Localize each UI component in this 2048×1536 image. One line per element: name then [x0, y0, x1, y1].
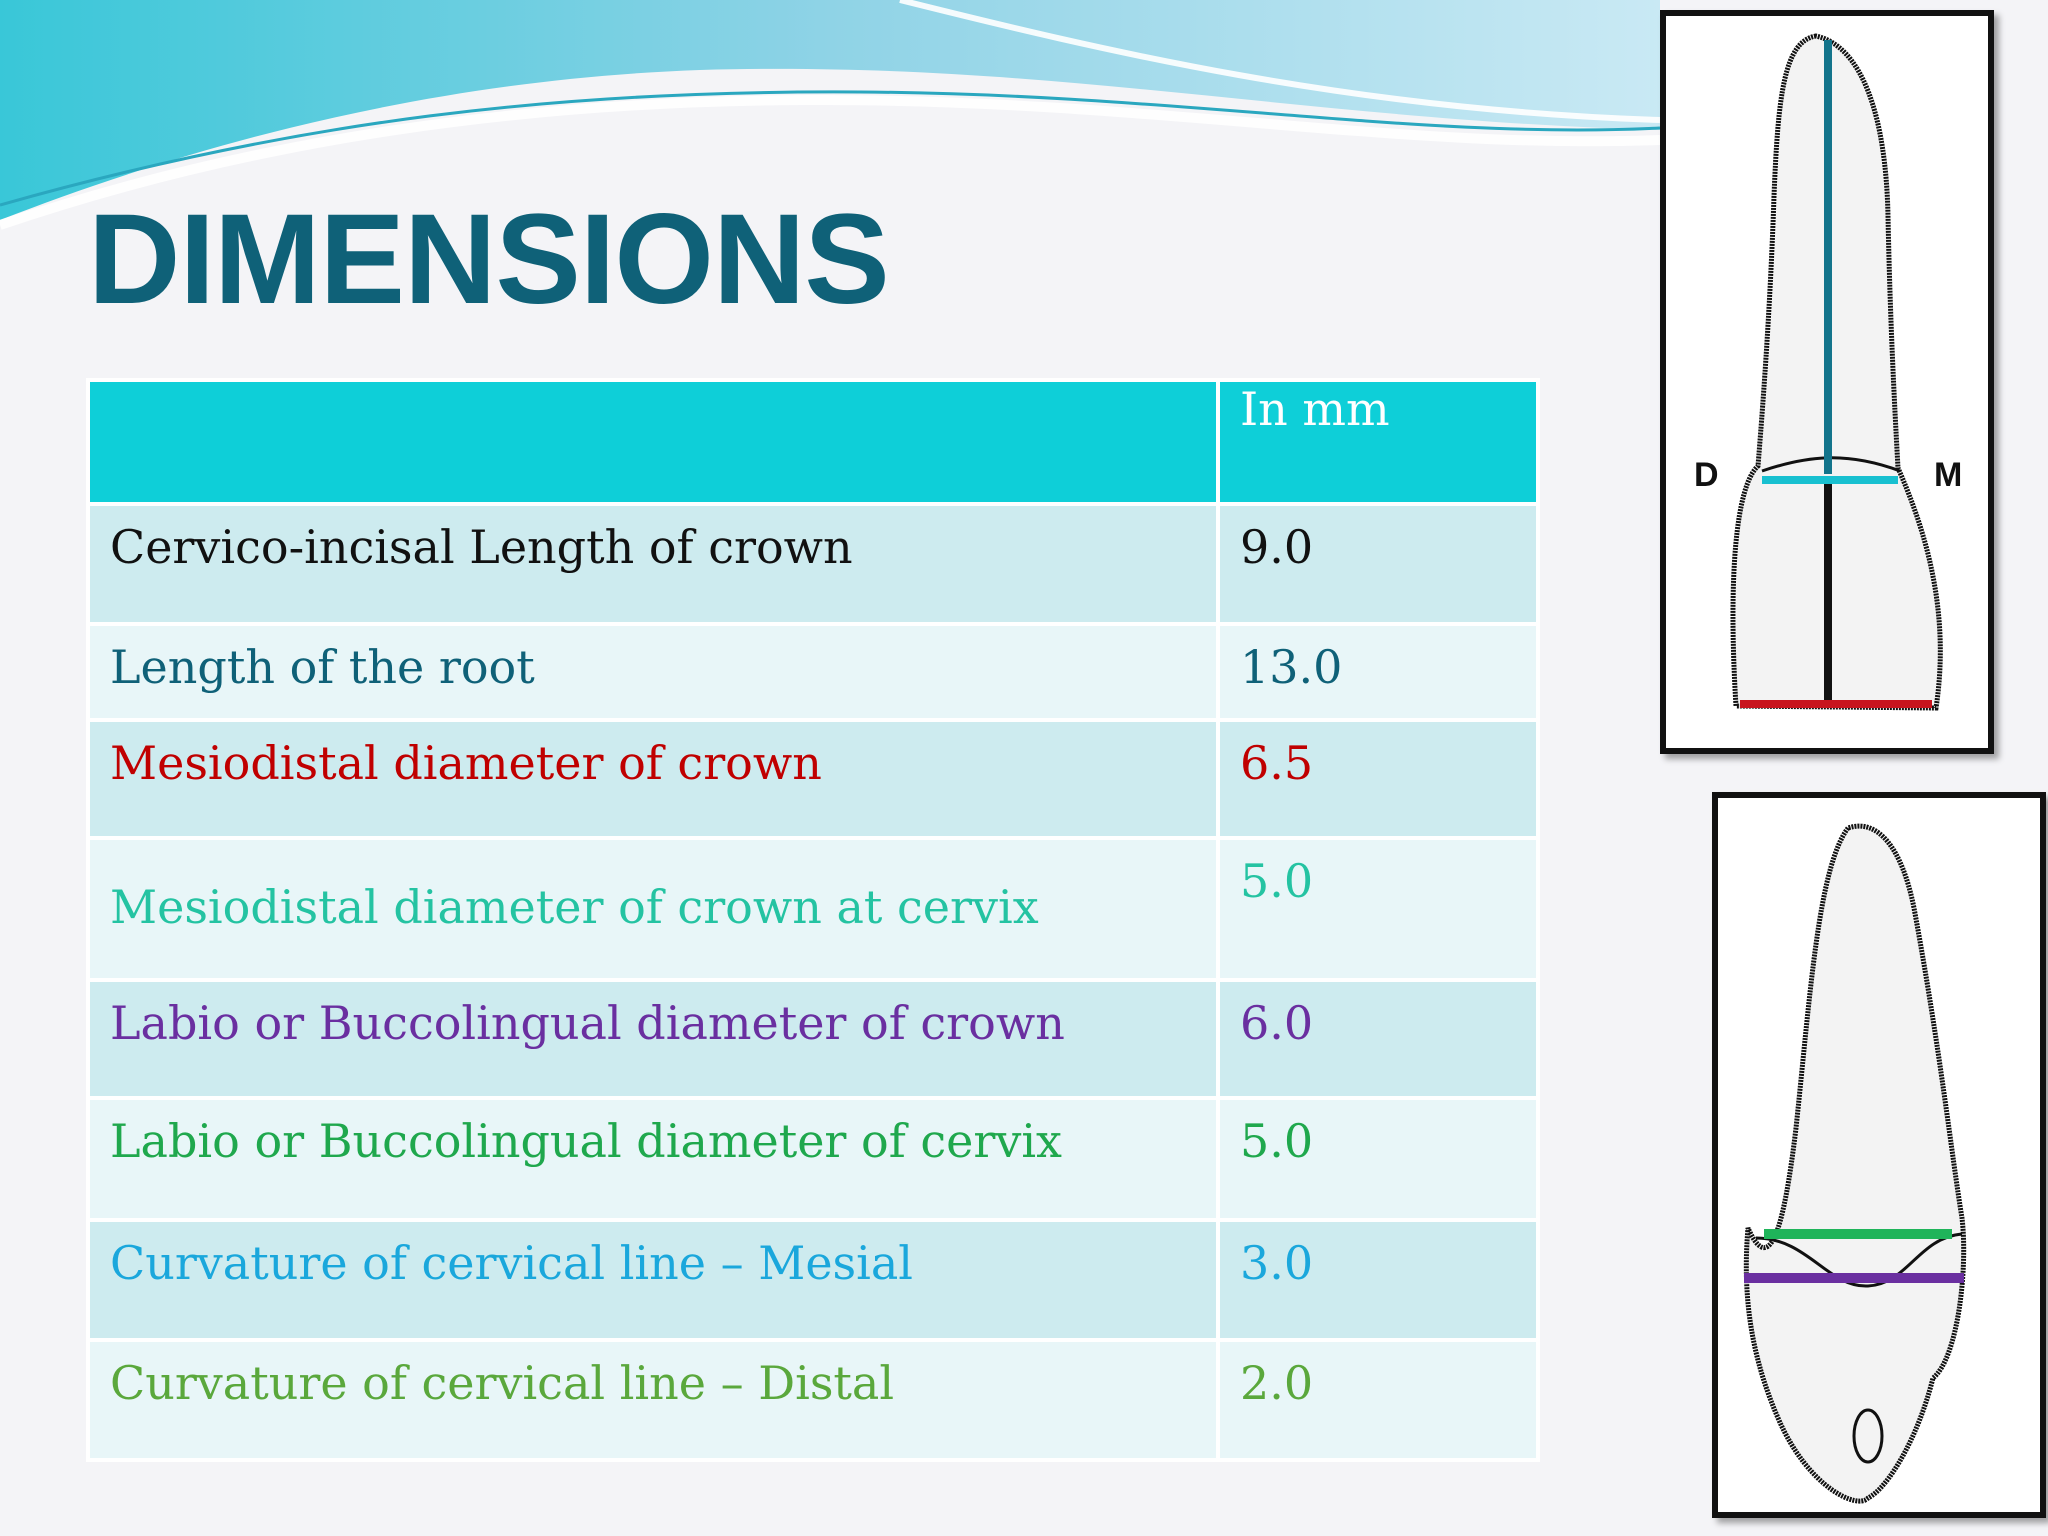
dimension-value-cell: 2.0 — [1218, 1340, 1538, 1460]
tooth-outline — [1733, 36, 1940, 708]
header-label-cell — [88, 380, 1218, 504]
table-row — [88, 838, 1538, 980]
dimension-label-cell: Length of the root — [88, 624, 1218, 720]
dimension-value-cell: 5.0 — [1218, 1098, 1538, 1220]
tooth-outline — [1746, 826, 1963, 1501]
table-row — [88, 980, 1538, 1098]
header-unit-cell: In mm — [1218, 380, 1538, 504]
dimension-label-cell: Curvature of cervical line – Mesial — [88, 1220, 1218, 1340]
dimension-label-cell: Cervico-incisal Length of crown — [88, 504, 1218, 624]
dimension-label-cell: Labio or Buccolingual diameter of crown — [88, 980, 1218, 1098]
dimension-value-cell: 13.0 — [1218, 624, 1538, 720]
page-title: DIMENSIONS — [88, 188, 889, 331]
dimension-value-cell: 3.0 — [1218, 1220, 1538, 1340]
table-row — [88, 624, 1538, 720]
dimension-label-cell: Curvature of cervical line – Distal — [88, 1340, 1218, 1460]
table-row — [88, 1340, 1538, 1460]
dimension-value-cell: 9.0 — [1218, 504, 1538, 624]
table-header-row — [88, 380, 1538, 504]
distal-label: D — [1694, 456, 1719, 494]
table-row — [88, 504, 1538, 624]
dimension-value-cell: 6.0 — [1218, 980, 1538, 1098]
tooth-proximal-view-figure — [1712, 792, 2046, 1518]
dimension-value-cell: 6.5 — [1218, 720, 1538, 838]
dimension-value-cell: 5.0 — [1218, 838, 1538, 980]
table-row — [88, 1220, 1538, 1340]
table-row — [88, 1098, 1538, 1220]
dimensions-table — [86, 378, 1540, 1462]
table-row — [88, 720, 1538, 838]
dimension-label-cell: Mesiodistal diameter of crown at cervix — [88, 838, 1218, 980]
mesial-label: M — [1934, 456, 1963, 494]
dimension-label-cell: Labio or Buccolingual diameter of cervix — [88, 1098, 1218, 1220]
table-body — [88, 504, 1538, 1460]
dimension-label-cell: Mesiodistal diameter of crown — [88, 720, 1218, 838]
tooth-labial-view-figure — [1660, 10, 1994, 754]
